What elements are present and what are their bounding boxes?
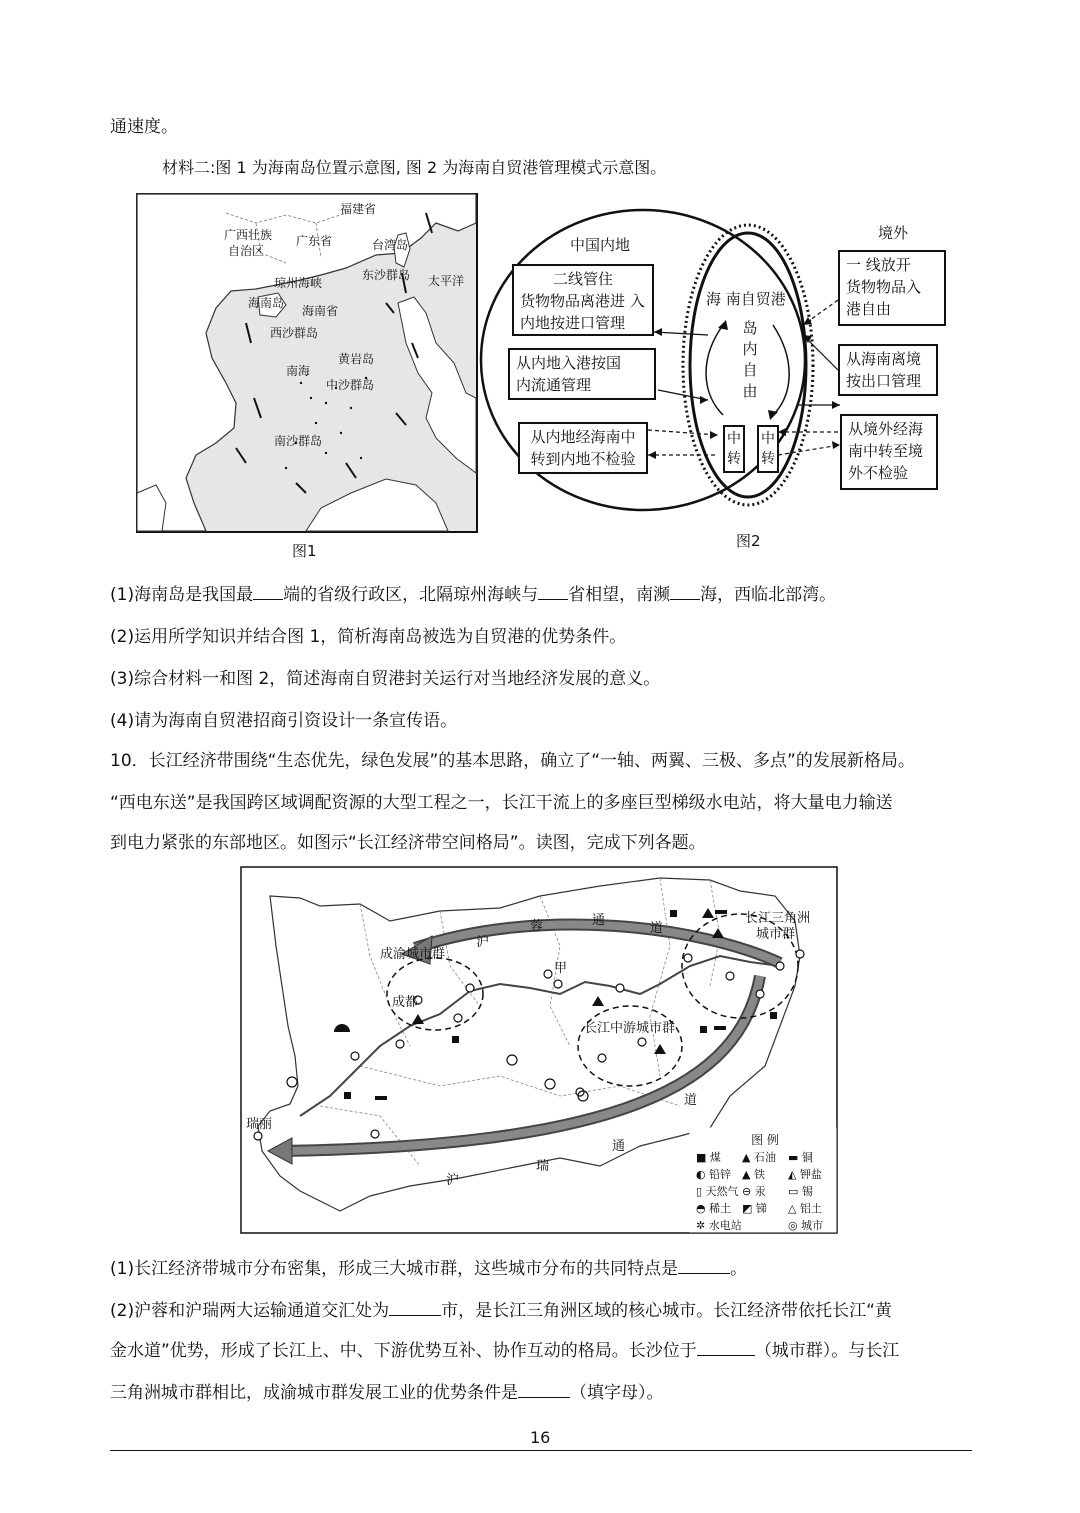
legend-iron: ▲ 铁 — [742, 1168, 765, 1181]
box-first-line: 一 线放开 货物物品入 港自由 — [838, 250, 946, 326]
map-label-ruili: 瑞丽 — [246, 1117, 273, 1132]
figure-2-diagram — [478, 200, 970, 530]
label-fujian: 福建省 — [340, 202, 377, 216]
question-2: (2)运用所学知识并结合图 1，简析海南岛被选为自贸港的优势条件。 — [110, 627, 627, 647]
legend-bauxite: △ 铝土 — [788, 1202, 822, 1215]
question-10-line-1: 10．长江经济带围绕“生态优先，绿色发展”的基本思路，确立了“一轴、两翼、三极、多点”的发展新格局。 — [110, 751, 915, 771]
label-huangyan: 黄岩岛 — [338, 352, 375, 366]
label-island-free: 岛 内 自 由 — [742, 319, 758, 400]
map-legend — [696, 1132, 834, 1234]
legend-title: 图 例 — [751, 1133, 779, 1147]
figure-1-caption: 图1 — [292, 542, 317, 560]
figure-3-map — [240, 866, 838, 1234]
legend-antimony: ◩ 锑 — [742, 1202, 767, 1215]
map-label-tong-2: 通 — [612, 1139, 626, 1154]
question-1: (1)海南岛是我国最 端的省级行政区，北隔琼州海峡与 省相望，南濒 海，西临北部湾。 — [110, 580, 836, 605]
map-label-jia: 甲 — [554, 961, 568, 976]
legend-city: ◎ 城市 — [788, 1219, 824, 1232]
label-zhongsha: 中沙群岛 — [326, 378, 375, 392]
label-abroad: 境外 — [878, 224, 909, 242]
label-qiongzhou: 琼州海峡 — [274, 276, 323, 290]
label-taiwan: 台湾岛 — [372, 238, 409, 252]
blank[interactable] — [253, 582, 283, 600]
map-label-hu: 沪 — [476, 935, 490, 950]
question-4: (4)请为海南自贸港招商引资设计一条宣传语。 — [110, 711, 458, 731]
map-label-mid-yangtze: 长江中游城市群 — [584, 1021, 676, 1036]
legend-tin: ▭ 锡 — [788, 1185, 813, 1198]
legend-mercury: ⊖ 汞 — [742, 1185, 766, 1198]
footer-rule — [110, 1450, 972, 1451]
sub-question-2-line-3: 三角洲城市群相比，成渝城市群发展工业的优势条件是 （填字母）。 — [110, 1378, 664, 1403]
map-label-rong: 蓉 — [530, 919, 544, 934]
box-second-line: 二线管住 货物物品离港进 入 内地按进口管理 — [512, 264, 654, 336]
blank[interactable] — [670, 582, 700, 600]
label-dongsha: 东沙群岛 — [362, 268, 411, 282]
blank[interactable] — [697, 1338, 755, 1356]
material-two: 材料二:图 1 为海南岛位置示意图, 图 2 为海南自贸港管理模式示意图。 — [162, 158, 667, 177]
question-10-line-2: “西电东送”是我国跨区域调配资源的大型工程之一，长江干流上的多座巨型梯级水电站，将大量电力输送 — [110, 793, 893, 813]
sub-question-2-line-1: (2)沪蓉和沪瑞两大运输通道交汇处为 市，是长江三角洲区域的核心城市。长江经济带依托长江“黄 — [110, 1296, 892, 1321]
map-label-delta-1: 长江三角洲 — [745, 911, 811, 926]
box-mainland-entry: 从内地入港按国 内流通管理 — [508, 348, 656, 400]
legend-potash: ◭ 钾盐 — [788, 1168, 822, 1181]
box-exit: 从海南离境 按出口管理 — [838, 344, 938, 396]
text-line-top: 通速度。 — [110, 117, 178, 137]
sub-question-2-line-2: 金水道”优势，形成了长江上、中、下游优势互补、协作互动的格局。长沙位于 （城市群）。与长江 — [110, 1336, 899, 1361]
label-guangdong: 广东省 — [296, 234, 333, 248]
map-label-hu-2: 沪 — [446, 1173, 460, 1188]
label-xisha: 西沙群岛 — [270, 326, 319, 340]
label-guangxi-1: 广西壮族 — [224, 228, 273, 242]
map-label-dao: 道 — [650, 921, 664, 936]
question-3: (3)综合材料一和图 2，简述海南自贸港封关运行对当地经济发展的意义。 — [110, 669, 661, 689]
label-ftp: 海 南自贸港 — [706, 290, 786, 308]
page-number: 16 — [530, 1428, 551, 1447]
label-hainan-province: 海南省 — [302, 304, 339, 318]
figure-1-map — [136, 193, 478, 533]
map-label-delta-2: 城市群 — [756, 927, 796, 942]
transit-box-left: 中 转 — [727, 431, 741, 467]
legend-hydropower: ✲ 水电站 — [696, 1219, 742, 1232]
legend-copper: ▬ 铜 — [788, 1151, 813, 1164]
blank[interactable] — [678, 1256, 730, 1274]
legend-rare-earth: ◓ 稀土 — [696, 1202, 732, 1215]
sub-question-1: (1)长江经济带城市分布密集，形成三大城市群，这些城市分布的共同特点是 。 — [110, 1254, 747, 1279]
legend-coal: ■ 煤 — [696, 1151, 721, 1164]
legend-gas: ▯ 天然气 — [696, 1185, 739, 1198]
label-guangxi-2: 自治区 — [228, 244, 265, 258]
figure-2-caption: 图2 — [736, 532, 761, 550]
label-hainan-island: 海南岛 — [248, 296, 285, 310]
label-nanhai: 南海 — [286, 364, 311, 378]
label-nansha: 南沙群岛 — [274, 434, 323, 448]
map-label-rui: 瑞 — [536, 1159, 550, 1174]
blank[interactable] — [518, 1380, 570, 1398]
blank[interactable] — [538, 582, 568, 600]
box-mainland-transit: 从内地经海南中 转到内地不检验 — [518, 422, 648, 474]
box-abroad-transit: 从境外经海 南中转至境 外不检验 — [840, 414, 938, 490]
map-label-dao-2: 道 — [684, 1093, 698, 1108]
legend-lead-zinc: ◐ 铅锌 — [696, 1168, 732, 1181]
label-mainland: 中国内地 — [570, 236, 631, 254]
map-label-tong: 通 — [592, 913, 606, 928]
label-pacific: 太平洋 — [428, 274, 465, 288]
legend-oil: ▲ 石油 — [742, 1151, 776, 1164]
blank[interactable] — [389, 1298, 441, 1316]
transit-box-right: 中 转 — [761, 431, 775, 467]
question-10-line-3: 到电力紧张的东部地区。如图示“长江经济带空间格局”。读图，完成下列各题。 — [110, 833, 706, 853]
map-label-chengdu: 成都 — [392, 995, 419, 1010]
map-label-chengyu: 成渝城市群 — [380, 947, 446, 962]
